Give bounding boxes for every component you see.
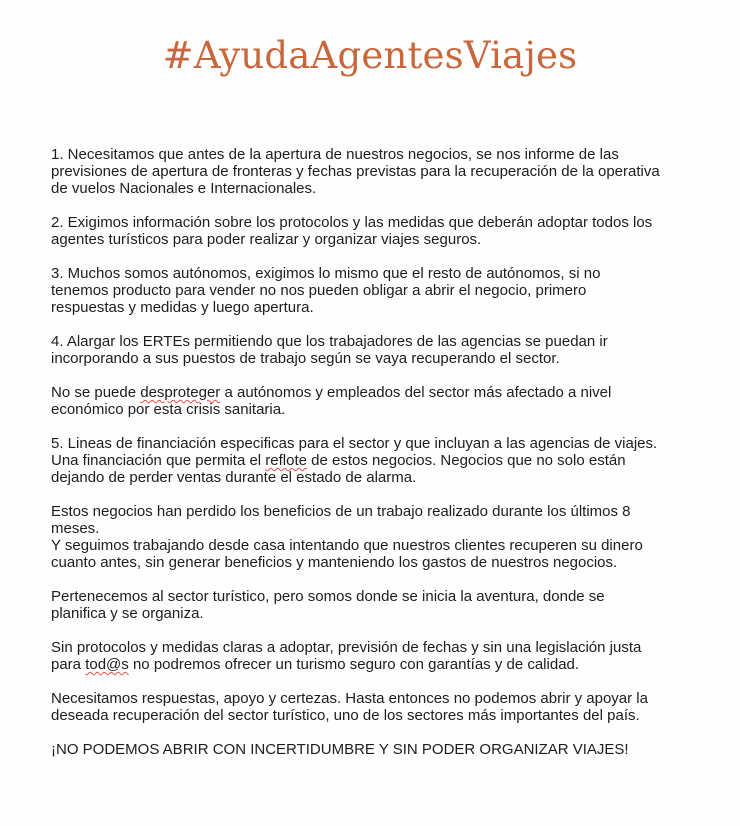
text-line — [51, 384, 691, 401]
closing-statement — [51, 741, 691, 758]
text-line: 5. Lineas de financiación especificas para el sector y que incluyan a las agencias de viajes. — [51, 435, 658, 452]
paragraph-8 — [51, 588, 691, 622]
text-line: previsiones de apertura de fronteras y fechas previstas para la recuperación de la operativa — [51, 163, 660, 180]
text-fragment: No se puede — [51, 384, 141, 401]
paragraph-6 — [51, 435, 691, 486]
text-line: Y seguimos trabajando desde casa intentando que nuestros clientes recuperen su dinero — [51, 537, 643, 554]
text-line: Necesitamos respuestas, apoyo y certezas. Hasta entonces no podemos abrir y apoyar la — [51, 690, 648, 707]
text-line: incorporando a sus puestos de trabajo según se vaya recuperando el sector. — [51, 350, 560, 367]
text-fragment: a autónomos y empleados del sector más afectado a nivel — [220, 384, 612, 401]
spellcheck-flagged-word: desproteger — [140, 384, 221, 401]
paragraph-7 — [51, 503, 691, 571]
text-line: económico por esta crisis sanitaria. — [51, 401, 286, 418]
text-line: ¡NO PODEMOS ABRIR CON INCERTIDUMBRE Y SIN PODER ORGANIZAR VIAJES! — [51, 741, 629, 758]
text-line: dejando de perder ventas durante el estado de alarma. — [51, 469, 417, 486]
spellcheck-flagged-word: tod@s — [85, 656, 129, 673]
text-fragment: para — [51, 656, 86, 673]
paragraph-10 — [51, 690, 691, 724]
text-line: 3. Muchos somos autónomos, exigimos lo mismo que el resto de autónomos, si no — [51, 265, 601, 282]
text-line: de vuelos Nacionales e Internacionales. — [51, 180, 317, 197]
text-line: 4. Alargar los ERTEs permitiendo que los trabajadores de las agencias se puedan ir — [51, 333, 608, 350]
text-line: respuestas y medidas y luego apertura. — [51, 299, 314, 316]
text-line: Pertenecemos al sector turístico, pero somos donde se inicia la aventura, donde se — [51, 588, 605, 605]
spellcheck-flagged-word: reflote — [265, 452, 307, 469]
hashtag-title: #AyudaAgentesViajes — [162, 34, 578, 77]
paragraph-3 — [51, 265, 691, 316]
text-fragment: Una financiación que permita el — [51, 452, 266, 469]
text-line: tenemos producto para vender no nos pueden obligar a abrir el negocio, primero — [51, 282, 587, 299]
paragraph-5 — [51, 384, 691, 418]
text-fragment: de estos negocios. Negocios que no solo están — [307, 452, 626, 469]
paragraph-2 — [51, 214, 691, 248]
text-line — [51, 452, 691, 469]
text-line — [51, 656, 691, 673]
text-fragment: no podremos ofrecer un turismo seguro con garantías y de calidad. — [128, 656, 580, 673]
text-line: Estos negocios han perdido los beneficios de un trabajo realizado durante los últimos 8 — [51, 503, 631, 520]
text-line: planifica y se organiza. — [51, 605, 204, 622]
document-body — [51, 146, 691, 758]
text-line: 1. Necesitamos que antes de la apertura de nuestros negocios, se nos informe de las — [51, 146, 619, 163]
text-line: deseada recuperación del sector turístico, uno de los sectores más importantes del país. — [51, 707, 640, 724]
paragraph-4 — [51, 333, 691, 367]
text-line: cuanto antes, sin generar beneficios y manteniendo los gastos de nuestros negocios. — [51, 554, 618, 571]
text-line: agentes turísticos para poder realizar y organizar viajes seguros. — [51, 231, 482, 248]
text-line: meses. — [51, 520, 100, 537]
paragraph-9 — [51, 639, 691, 673]
text-line: 2. Exigimos información sobre los protocolos y las medidas que deberán adoptar todos los — [51, 214, 653, 231]
text-line: Sin protocolos y medidas claras a adoptar, previsión de fechas y sin una legislación justa — [51, 639, 642, 656]
paragraph-1 — [51, 146, 691, 197]
